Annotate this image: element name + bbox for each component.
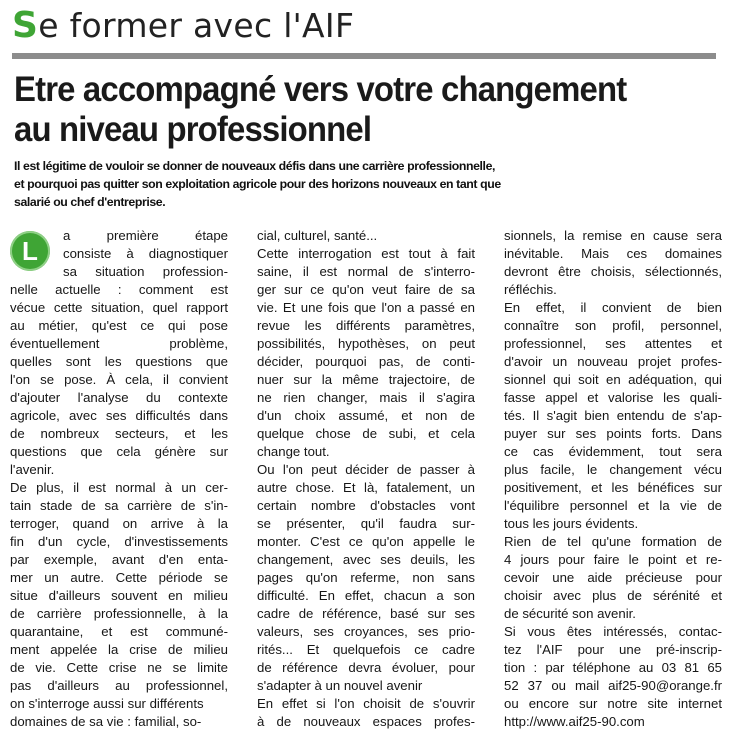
text-line: En effet, il convient de bien [504,300,722,315]
text-line: de référence devra évoluer, pour [257,660,475,675]
text-line: consiste à diagnostiquer [63,246,228,261]
text-line: sa situation profession- [63,264,228,279]
text-line: ne rien changer, mais il s'agira [257,390,475,405]
text-line: 4 jours pour faire le point et re- [504,552,722,567]
text-line: changement, avec ses deuils, les [257,552,475,567]
section-title-initial: S [12,5,39,46]
text-line: Cette interrogation est tout à fait [257,246,475,261]
text-line: quelque chose de subi, et cela [257,426,475,441]
text-line: terroger, quand on arrive à la [10,516,228,531]
text-line: vécue cette situation, quel rapport [10,300,228,315]
text-line: Si vous êtes intéressés, contac- [504,624,722,639]
text-line: l'avenir. [10,462,55,477]
text-line: se présenter, qu'il faudra sur- [257,516,475,531]
section-title-rest: e former avec l'AIF [38,6,355,45]
text-line: Rien de tel qu'une formation de [504,534,722,549]
text-line: ment appelée la crise de milieu [10,642,228,657]
article-column-3 [504,227,722,731]
text-line: l'on se pose. À cela, il convient [10,372,228,387]
text-line: a première étape [63,228,228,243]
text-line: ger sur ce qu'on veut faire de sa [257,282,475,297]
text-line: à de nouveaux espaces profes- [257,714,475,729]
text-line: choisir avec plus de sérénité et [504,588,722,603]
text-line: tion : par téléphone au 03 81 65 [504,660,722,675]
text-line: quarantaine, et est communé- [10,624,228,639]
article-headline [14,70,718,150]
text-line: difficulté. En effet, chacun a son [257,588,475,603]
text-line: fasse appel et valorise les quali- [504,390,722,405]
headline-line: au niveau professionnel [14,110,372,149]
text-line: En effet si l'on choisit de s'ouvrir [257,696,475,711]
text-line: de vie. Cette crise ne se limite [10,660,228,675]
text-line: de sécurité son avenir. [504,606,636,621]
text-line: d'ajouter l'analyse du contexte [10,390,228,405]
text-line: de nombreux secteurs, et les [10,426,228,441]
text-line: http://www.aif25-90.com [504,714,645,729]
text-line: 52 37 ou mail aif25-90@orange.fr [504,678,722,693]
text-line: décider, pourquoi pas, de conti- [257,354,475,369]
text-line: domaines de sa vie : familial, so- [10,714,202,729]
text-line: devront être choisis, sélectionnés, [504,264,722,279]
text-line: valeurs, ses croyances, ses prio- [257,624,475,639]
text-line: tés. Il s'agit bien entendu de s'ap- [504,408,722,423]
text-line: positivement, et les bénéfices sur [504,480,722,495]
text-line: Ou l'on peut décider de passer à [257,462,475,477]
text-line: pages qu'on referme, non sans [257,570,475,585]
text-line: tez l'AIF pour une pré-inscrip- [504,642,722,657]
text-line: tain stade de sa carrière de s'in- [10,498,228,513]
text-line: connaître son profil, personnel, [504,318,722,333]
article-column-2 [257,227,475,731]
text-line: monter. C'est ce qu'on appelle le [257,534,475,549]
text-line: fin d'un cycle, d'investissements [10,534,228,549]
text-line: pas d'ailleurs au professionnel, [10,678,228,693]
text-line: réfléchis. [504,282,557,297]
text-line: possibilités, hypothèses, on peut [257,336,475,351]
text-line: par exemple, avant d'en enta- [10,552,228,567]
article-lead [14,157,714,211]
text-line: autre chose. Et là, fatalement, un [257,480,475,495]
text-line: cevoir une aide précieuse pour [504,570,722,585]
lead-line: Il est légitime de vouloir se donner de nouveaux défis dans une carrière professionnelle, [14,159,496,173]
text-line: tous les jours évidents. [504,516,639,531]
text-line: éventuellement problème, [10,336,228,351]
text-line: inévitable. Mais ces domaines [504,246,722,261]
text-line: rités... Et quelquefois ce cadre [257,642,475,657]
dropcap-letter: L [10,231,50,271]
text-line: au métier, qu'est ce qui pose [10,318,228,333]
article-column-1 [10,227,228,731]
text-line: nelle actuelle : comment est [10,282,228,297]
text-line: sionnel qui soit en adéquation, qui [504,372,722,387]
text-line: professionnel, ses attentes et [504,336,722,351]
text-line: saine, il est normal de s'interro- [257,264,475,279]
text-line: nuer sur la même trajectoire, de [257,372,475,387]
text-line: quelles sont les questions que [10,354,228,369]
text-line: revue les différents paramètres, [257,318,475,333]
text-line: on s'interroge aussi sur différents [10,696,204,711]
lead-line: et pourquoi pas quitter son exploitation agricole pour des horizons nouveaux en tant que [14,177,501,191]
text-line: change tout. [257,444,330,459]
section-rule [12,53,716,59]
text-line: De plus, il est normal à un cer- [10,480,228,495]
section-header [12,4,716,60]
text-line: cadre de référence, basé sur ses [257,606,475,621]
text-line: s'adapter à un nouvel avenir [257,678,423,693]
lead-line: salarié ou chef d'entreprise. [14,195,166,209]
text-line: questions que cela génère sur [10,444,228,459]
text-line: plus facile, le changement vécu [504,462,722,477]
section-title [12,4,354,48]
text-line: d'avoir un nouveau projet profes- [504,354,722,369]
text-line: ou encore sur notre site internet [504,696,722,711]
text-line: situe d'ailleurs souvent en milieu [10,588,228,603]
text-line: puyer sur ses points forts. Dans [504,426,722,441]
text-line: d'un choix assumé, et non de [257,408,475,423]
text-line: mer un autre. Cette période se [10,570,228,585]
text-line: sionnels, la remise en cause sera [504,228,722,243]
headline-line: Etre accompagné vers votre changement [14,70,627,109]
text-line: de carrière professionnelle, à la [10,606,228,621]
text-line: vie. Et une fois que l'on a passé en [257,300,475,315]
text-line: agricole, avec ses difficultés dans [10,408,228,423]
text-line: certain nombre d'obstacles vont [257,498,475,513]
text-line: ce cas évidemment, tout sera [504,444,722,459]
text-line: l'équilibre personnel et la vie de [504,498,722,513]
text-line: cial, culturel, santé... [257,228,378,243]
